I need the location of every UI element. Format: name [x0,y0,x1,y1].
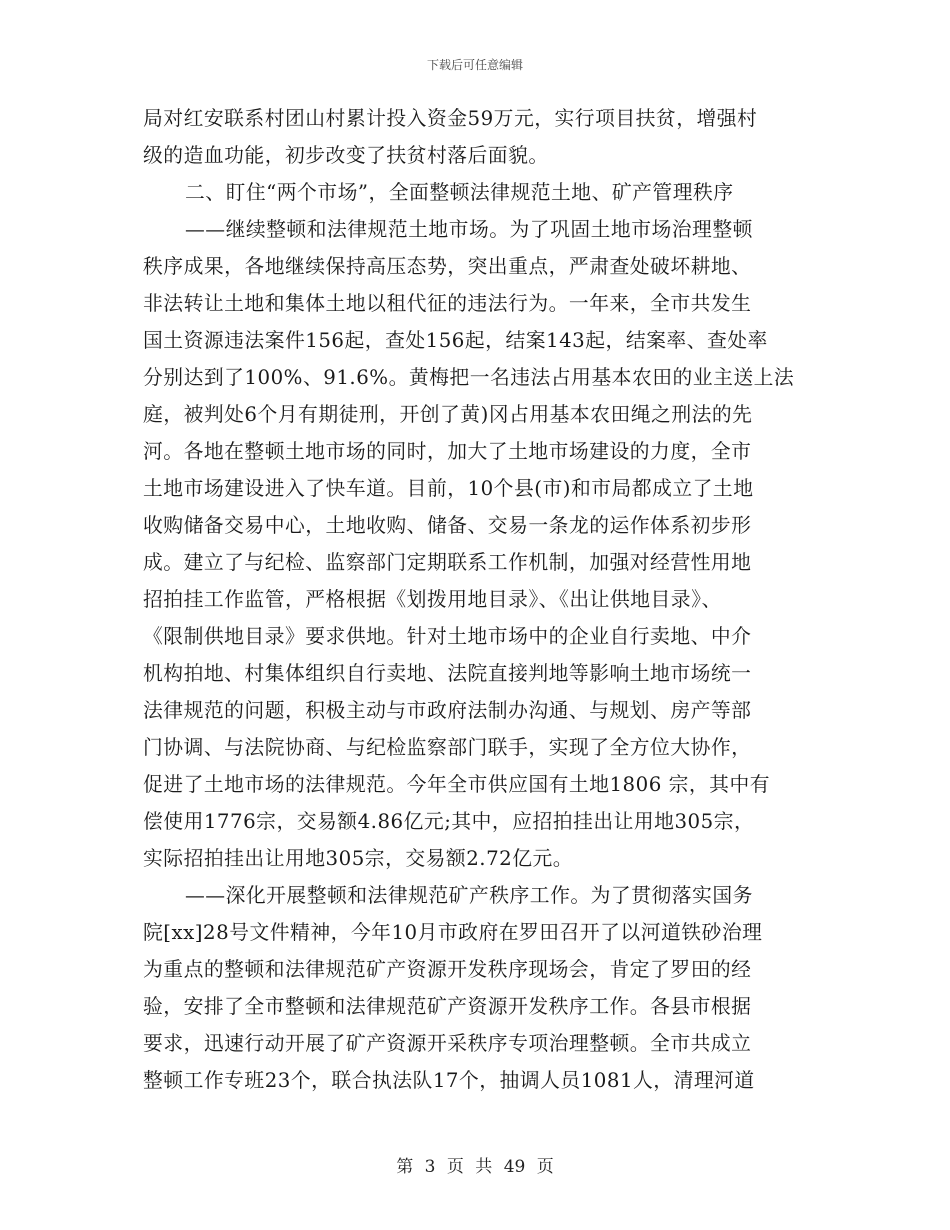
text-line: 土地市场建设进入了快车道。目前，10个县(市)和市局都成立了土地 [143,477,754,500]
text-line: 机构拍地、村集体组织自行卖地、法院直接判地等影响土地市场统一 [143,662,752,685]
text-line: 法律规范的问题，积极主动与市政府法制办沟通、与规划、房产等部 [143,699,752,722]
text-line: 验，安排了全市整顿和法律规范矿产资源开发秩序工作。各县市根据 [143,995,752,1018]
text-line: 国土资源违法案件156起，查处156起，结案143起，结案率、查处率 [143,329,768,352]
page-header: 下载后可任意编辑 [426,58,523,72]
text-line: ——深化开展整顿和法律规范矿产秩序工作。为了贯彻落实国务 [185,884,753,907]
text-line: 分别达到了100%、91.6%。黄梅把一名违法占用基本农田的业主送上法 [143,366,795,389]
text-line: 偿使用1776宗，交易额4.86亿元;其中，应招拍挂出让用地305宗， [143,810,755,833]
text-line: 实际招拍挂出让用地305宗，交易额2.72亿元。 [143,847,574,870]
text-line: 级的造血功能，初步改变了扶贫村落后面貌。 [143,144,549,167]
text-line: 非法转让土地和集体土地以租代征的违法行为。一年来，全市共发生 [143,292,752,315]
text-line: 成。建立了与纪检、监察部门定期联系工作机制，加强对经营性用地 [143,551,752,574]
text-line: 庭，被判处6个月有期徒刑，开创了黄)冈占用基本农田绳之刑法的先 [143,403,753,426]
text-line: 《限制供地目录》要求供地。针对土地市场中的企业自行卖地、中介 [143,625,752,648]
text-line: 整顿工作专班23个，联合执法队17个，抽调人员1081人，清理河道 [143,1069,755,1092]
text-line: 要求，迅速行动开展了矿产资源开采秩序专项治理整顿。全市共成立 [143,1032,752,1055]
text-line: 秩序成果，各地继续保持高压态势，突出重点，严肃查处破坏耕地、 [143,255,752,278]
text-line: 招拍挂工作监管，严格根据《划拨用地目录》、《出让供地目录》、 [143,588,722,611]
text-line: 院[xx]28号文件精神，今年10月市政府在罗田召开了以河道铁砂治理 [143,921,763,944]
text-line: 收购储备交易中心，土地收购、储备、交易一条龙的运作体系初步形 [143,514,752,537]
page-footer: 第 3 页 共 49 页 [396,1157,554,1177]
document-body [143,100,803,1099]
text-line: 局对红安联系村团山村累计投入资金59万元，实行项目扶贫，增强村 [143,107,758,130]
text-line: ——继续整顿和法律规范土地市场。为了巩固土地市场治理整顿 [185,218,753,241]
text-line: 二、盯住“两个市场”，全面整顿法律规范土地、矿产管理秩序 [185,181,734,204]
text-line: 河。各地在整顿土地市场的同时，加大了土地市场建设的力度，全市 [143,440,752,463]
text-line: 为重点的整顿和法律规范矿产资源开发秩序现场会，肯定了罗田的经 [143,958,752,981]
text-line: 门协调、与法院协商、与纪检监察部门联手，实现了全方位大协作， [143,736,752,759]
text-line: 促进了土地市场的法律规范。今年全市供应国有土地1806 宗，其中有 [143,773,771,796]
